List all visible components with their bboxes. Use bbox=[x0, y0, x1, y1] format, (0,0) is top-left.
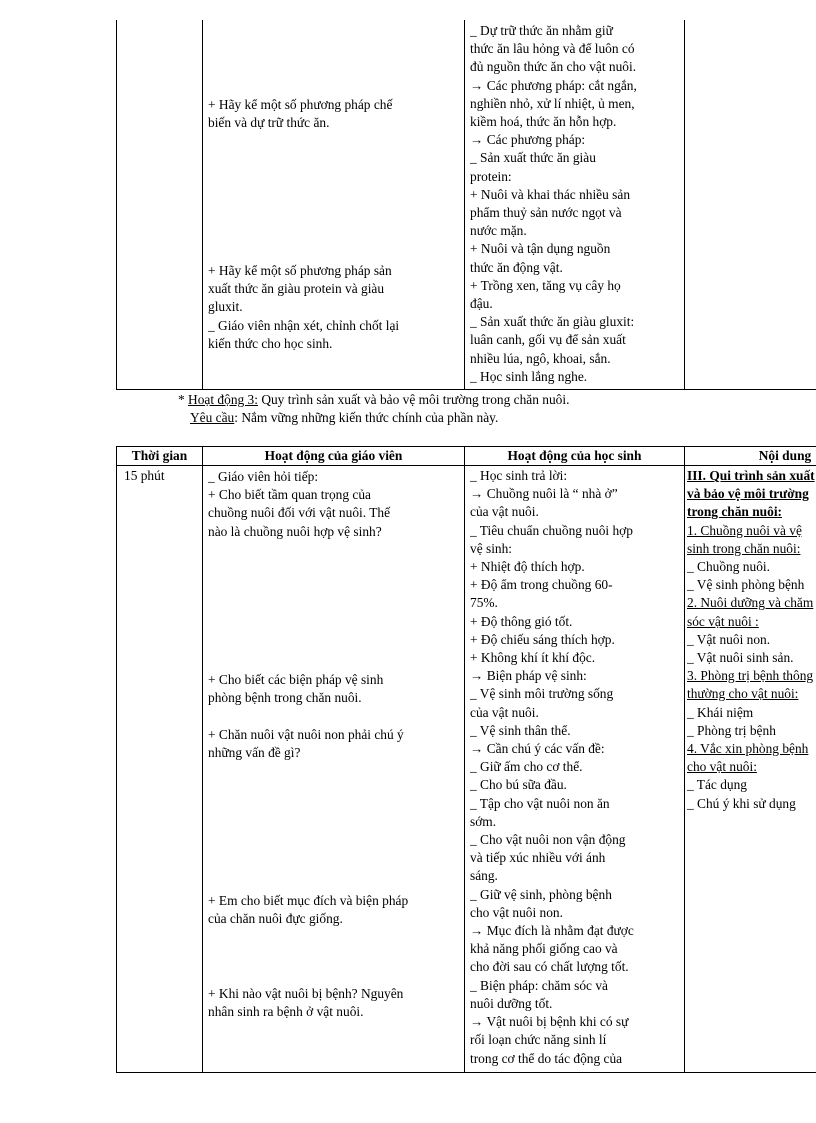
answer-line: phẩm thuỷ sản nước ngọt và bbox=[470, 205, 622, 221]
student-answers bbox=[470, 467, 682, 1068]
header-student: Hoạt động của học sinh bbox=[507, 448, 642, 463]
table2-border-col3 bbox=[684, 446, 685, 1073]
answer-line: vệ sinh: bbox=[470, 540, 513, 556]
activity3-requirement: Yêu cầu: Nắm vững những kiến thức chính của phần này. bbox=[190, 410, 499, 425]
answer-line: _ Vệ sinh môi trường sống bbox=[470, 686, 614, 702]
teacher-block-2: + Cho biết các biện pháp vệ sinh phòng bệnh trong chăn nuôi. bbox=[208, 672, 384, 706]
header-teacher: Hoạt động của giáo viên bbox=[264, 448, 403, 463]
teacher-block-4: + Em cho biết mục đích và biện pháp của chăn nuôi đực giống. bbox=[208, 893, 409, 927]
answer-line: + Không khí ít khí độc. bbox=[470, 650, 596, 666]
answer-line: _ Cho vật nuôi non vận động bbox=[470, 832, 626, 848]
answer-line: trong cơ thể do tác động của bbox=[470, 1050, 623, 1066]
answer-line: luân canh, gối vụ để sản xuất bbox=[470, 332, 626, 348]
table1-student-answers bbox=[470, 22, 682, 386]
answer-line: khả năng phối giống cao và bbox=[470, 941, 618, 957]
table1-border-col1 bbox=[202, 20, 203, 389]
answer-line: kiềm hoá, thức ăn hỗn hợp. bbox=[470, 114, 617, 130]
table1-border-col3 bbox=[684, 20, 685, 389]
answer-line: + Nuôi và khai thác nhiều sản bbox=[470, 186, 631, 202]
answer-line: _ Biện pháp: chăm sóc và bbox=[470, 977, 608, 993]
answer-line: _ Dự trữ thức ăn nhằm giữ bbox=[470, 23, 613, 38]
answer-line: đậu. bbox=[470, 296, 493, 312]
answer-line: + Độ thông gió tốt. bbox=[470, 613, 573, 629]
answer-line: sớm. bbox=[470, 813, 497, 829]
answer-line: cho vật nuôi non. bbox=[470, 904, 563, 920]
answer-line: → Các phương pháp: cắt ngắn, bbox=[470, 77, 637, 93]
table1-border-bottom bbox=[116, 389, 816, 390]
answer-line: của vật nuôi. bbox=[470, 704, 539, 720]
answer-line: đủ nguồn thức ăn cho vật nuôi. bbox=[470, 59, 637, 75]
teacher-block-5: + Khi nào vật nuôi bị bệnh? Nguyên nhân sinh ra bệnh ở vật nuôi. bbox=[208, 986, 404, 1020]
table2-header-divider bbox=[116, 465, 816, 466]
activity3-heading: * Hoạt động 3: Quy trình sản xuất và bảo vệ môi trường trong chăn nuôi. bbox=[178, 392, 570, 407]
teacher-block-3: + Chăn nuôi vật nuôi non phải chú ý những vấn đề gì? bbox=[208, 727, 404, 761]
table1-border-col2 bbox=[464, 20, 465, 389]
header-time: Thời gian bbox=[131, 448, 188, 463]
answer-line: + Nhiệt độ thích hợp. bbox=[470, 559, 585, 575]
answer-line: thức ăn động vật. bbox=[470, 259, 563, 275]
answer-line: _ Tiêu chuẩn chuồng nuôi hợp bbox=[470, 522, 633, 538]
answer-line: + Độ chiếu sáng thích hợp. bbox=[470, 631, 615, 647]
content-summary: III. Qui trình sản xuất và bảo vệ môi trường trong chăn nuôi: 1. Chuồng nuôi và vệ sinh trong chăn nuôi: _ Chuồng nuôi. _ Vệ sinh phòng bệnh 2. Nuôi dưỡng và chăm sóc vật nuôi : _ Vật nuôi non. _ Vật nuôi sinh sản. 3. Phòng trị bệnh thông thường cho vật nuôi: _ Khái niệm _ Phòng trị bệnh 4. Vắc xin phòng bệnh cho vật nuôi: _ Tác dụng _ Chú ý khi sử dụng bbox=[687, 468, 815, 811]
answer-line: của vật nuôi. bbox=[470, 504, 539, 520]
time-cell: 15 phút bbox=[124, 468, 165, 483]
answer-line: sáng. bbox=[470, 868, 498, 884]
table1-border-left bbox=[116, 20, 117, 389]
table2-border-col1 bbox=[202, 446, 203, 1073]
answer-line: protein: bbox=[470, 168, 512, 184]
answer-line: → Vật nuôi bị bệnh khi có sự bbox=[470, 1014, 629, 1030]
answer-line: → Biện pháp vệ sinh: bbox=[470, 668, 587, 684]
answer-line: nuôi dưỡng tốt. bbox=[470, 995, 553, 1011]
answer-line: _ Giữ vệ sinh, phòng bệnh bbox=[470, 886, 612, 902]
answer-line: _ Cho bú sữa đầu. bbox=[470, 777, 567, 793]
table2-border-bottom bbox=[116, 1072, 816, 1073]
table2-border-left bbox=[116, 446, 117, 1073]
answer-line: → Mục đích là nhằm đạt được bbox=[470, 923, 634, 939]
answer-line: và tiếp xúc nhiều với ánh bbox=[470, 850, 606, 866]
answer-line: + Nuôi và tận dụng nguồn bbox=[470, 241, 611, 257]
teacher-block-1: _ Giáo viên hỏi tiếp: + Cho biết tầm quan trọng của chuồng nuôi đối với vật nuôi. Thế nào là chuồng nuôi hợp vệ sinh? bbox=[208, 469, 391, 539]
answer-line: _ Học sinh lắng nghe. bbox=[470, 368, 588, 384]
answer-line: + Độ ẩm trong chuồng 60- bbox=[470, 577, 613, 593]
activity3-title: Hoạt động 3: bbox=[188, 392, 258, 407]
header-content: Nội dung bbox=[758, 448, 812, 463]
answer-line: rối loạn chức năng sinh lí bbox=[470, 1032, 607, 1048]
answer-line: thức ăn lâu hỏng và để luôn có bbox=[470, 41, 635, 57]
answer-line: → Các phương pháp: bbox=[470, 132, 586, 148]
answer-line: → Cần chú ý các vấn đề: bbox=[470, 741, 605, 757]
table2-border-col2 bbox=[464, 446, 465, 1073]
answer-line: _ Vệ sinh thân thể. bbox=[470, 722, 571, 738]
answer-line: _ Tập cho vật nuôi non ăn bbox=[470, 795, 610, 811]
table1-teacher-q2: + Hãy kể một số phương pháp sản xuất thức ăn giàu protein và giàu gluxit. _ Giáo viên nhận xét, chỉnh chốt lại kiến thức cho học sinh. bbox=[208, 263, 400, 351]
answer-line: _ Sản xuất thức ăn giàu gluxit: bbox=[470, 314, 635, 330]
answer-line: cho đời sau có chất lượng tốt. bbox=[470, 959, 629, 975]
answer-line: nghiền nhỏ, xử lí nhiệt, ủ men, bbox=[470, 95, 635, 111]
answer-line: nước mặn. bbox=[470, 223, 527, 239]
answer-line: → Chuồng nuôi là “ nhà ở” bbox=[470, 486, 618, 502]
answer-line: 75%. bbox=[470, 595, 498, 611]
requirement-label: Yêu cầu bbox=[190, 410, 235, 425]
answer-line: nhiều lúa, ngô, khoai, sắn. bbox=[470, 350, 611, 366]
answer-line: _ Học sinh trả lời: bbox=[470, 468, 568, 483]
table1-teacher-q1: + Hãy kể một số phương pháp chế biến và dự trữ thức ăn. bbox=[208, 97, 393, 131]
answer-line: + Trồng xen, tăng vụ cây họ bbox=[470, 277, 621, 293]
answer-line: _ Giữ ấm cho cơ thể. bbox=[470, 759, 583, 775]
answer-line: _ Sản xuất thức ăn giàu bbox=[470, 150, 596, 166]
